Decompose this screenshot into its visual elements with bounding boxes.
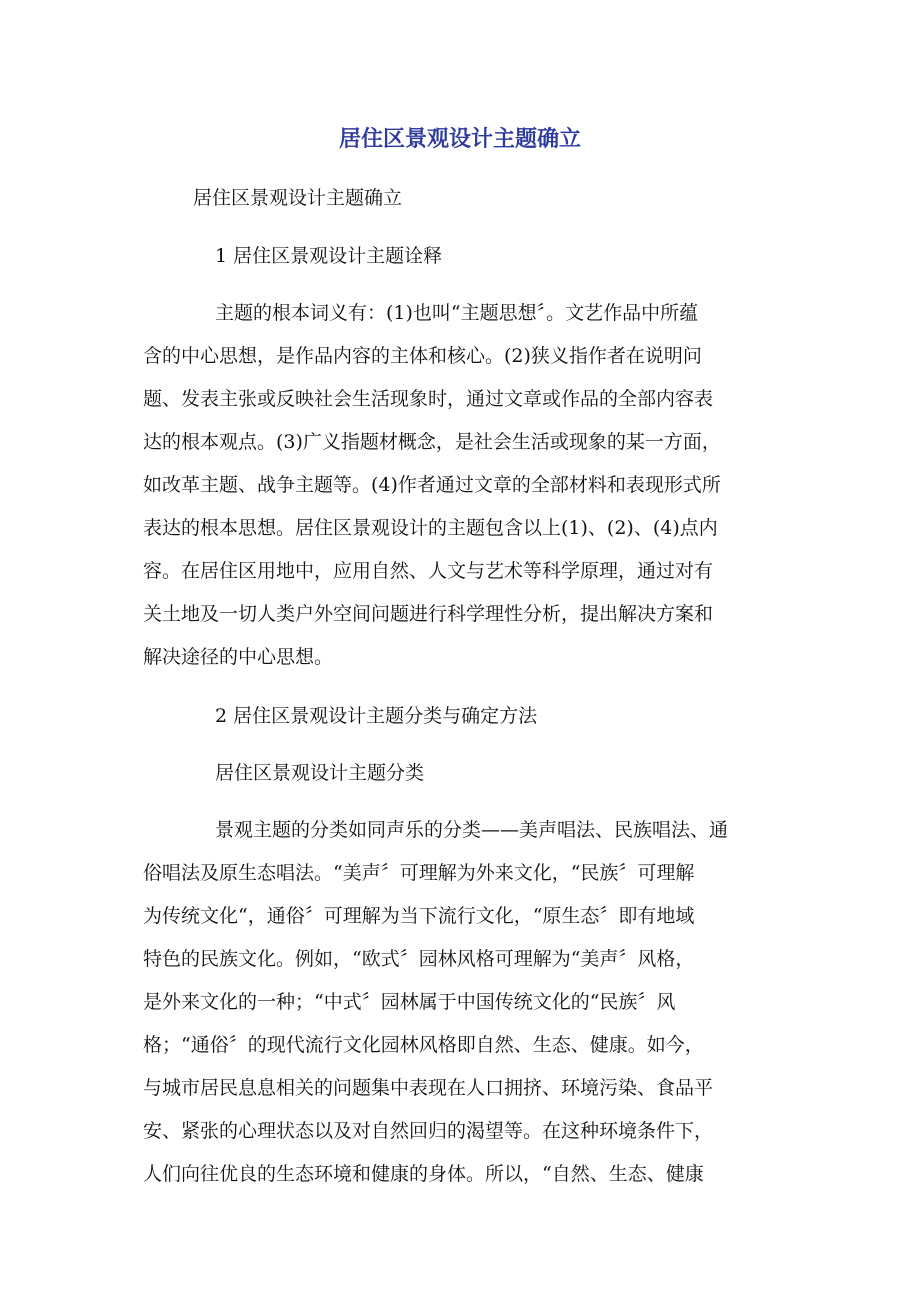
document-title: 居住区景观设计主题确立 (338, 127, 581, 152)
paragraph-line: 如改革主题、战争主题等。(4)作者通过文章的全部材料和表现形式所 (143, 474, 721, 496)
paragraph-line: 题、发表主张或反映社会生活现象时，通过文章或作品的全部内容表 (143, 388, 714, 410)
paragraph-line: 容。在居住区用地中，应用自然、人文与艺术等科学原理，通过对有 (143, 560, 714, 582)
paragraph-line: 景观主题的分类如同声乐的分类——美声唱法、民族唱法、通 (215, 819, 729, 841)
paragraph-line: 特色的民族文化。例如，“欧式〞园林风格可理解为“美声〞风格， (143, 948, 695, 970)
paragraph-line: 是外来文化的一种；“中式〞园林属于中国传统文化的“民族〞风 (143, 991, 676, 1013)
paragraph-line: 俗唱法及原生态唱法。“美声〞可理解为外来文化，“民族〞可理解 (143, 862, 695, 884)
section-1-heading: 1 居住区景观设计主题诠释 (215, 245, 443, 267)
paragraph-line: 人们向往优良的生态环境和健康的身体。所以，“自然、生态、健康 (143, 1163, 704, 1185)
paragraph-line: 解决途径的中心思想。 (143, 646, 334, 668)
paragraph-line: 安、紧张的心理状态以及对自然回归的渴望等。在这种环境条件下， (143, 1120, 714, 1142)
paragraph-line: 表达的根本思想。居住区景观设计的主题包含以上(1)、(2)、(4)点内 (143, 517, 718, 539)
paragraph-line: 为传统文化“，通俗〞可理解为当下流行文化，“原生态〞即有地域 (143, 905, 695, 927)
paragraph-line: 主题的根本词义有：(1)也叫“主题思想〞。文艺作品中所蕴 (215, 302, 699, 324)
paragraph-line: 格；“通俗〞的现代流行文化园林风格即自然、生态、健康。如今， (143, 1034, 704, 1056)
subsection-heading: 居住区景观设计主题分类 (215, 762, 425, 784)
paragraph-line: 与城市居民息息相关的问题集中表现在人口拥挤、环境污染、食品平 (143, 1077, 714, 1099)
paragraph-line: 含的中心思想，是作品内容的主体和核心。(2)狭义指作者在说明问 (143, 345, 702, 367)
paragraph-line: 关土地及一切人类户外空间问题进行科学理性分析，提出解决方案和 (143, 603, 714, 625)
document-heading: 居住区景观设计主题确立 (193, 187, 403, 209)
section-2-heading: 2 居住区景观设计主题分类与确定方法 (215, 705, 538, 727)
paragraph-line: 达的根本观点。(3)广义指题材概念，是社会生活或现象的某一方面， (143, 431, 721, 453)
